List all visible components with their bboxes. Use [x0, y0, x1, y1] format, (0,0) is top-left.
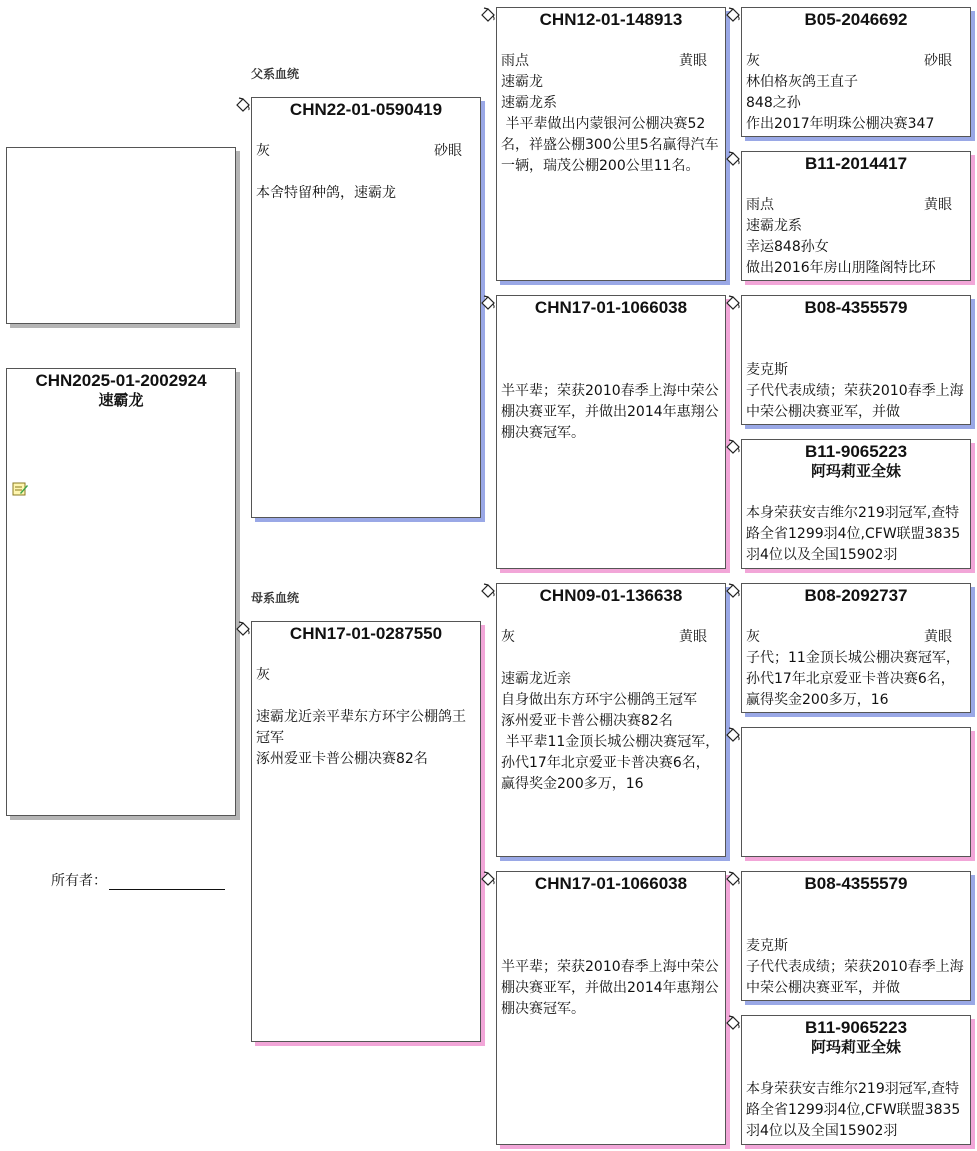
remark-line: 半平辈；荣获2010春季上海中荣公棚决赛亚军，并做出2014年惠翔公棚决赛冠军。 [501, 383, 719, 441]
eye-type: 黄眼 [679, 53, 707, 69]
paint-bucket-icon[interactable] [725, 1015, 741, 1031]
remark-line: 848之孙 [746, 95, 801, 111]
paint-bucket-icon[interactable] [235, 97, 251, 113]
ring-number: CHN17-01-1066038 [534, 298, 688, 317]
paint-bucket-icon[interactable] [480, 295, 496, 311]
pigeon-photo-frame[interactable] [6, 147, 236, 324]
plumage-color: 灰 [501, 629, 515, 645]
plumage-color: 灰 [746, 53, 760, 69]
paint-bucket-icon[interactable] [725, 871, 741, 887]
remark-line: 涿州爱亚卡普公棚决赛82名 [501, 713, 673, 729]
dam-remark: 涿州爱亚卡普公棚决赛82名 [256, 751, 428, 767]
dam-remark: 速霸龙近亲平辈东方环宇公棚鸽王冠军 [256, 709, 466, 746]
ancestor-card-8[interactable] [741, 1015, 971, 1145]
sire-eye: 砂眼 [434, 143, 462, 159]
plumage-color: 雨点 [501, 53, 529, 69]
dam-card[interactable] [251, 621, 481, 1042]
owner-label: 所有者： [51, 873, 107, 889]
remark-line: 半平辈做出内蒙银河公棚决赛52名，祥盛公棚300公里5名赢得汽车一辆，瑞茂公棚200公里11名。 [501, 116, 719, 174]
ancestor-card-3[interactable] [741, 295, 971, 425]
subject-name: 速霸龙 [98, 392, 144, 409]
ancestor-name: 阿玛莉亚全妹 [810, 463, 901, 480]
subject-card[interactable] [6, 368, 236, 816]
ring-number: CHN09-01-136638 [539, 586, 683, 605]
eye-type: 黄眼 [924, 197, 952, 213]
sire-card[interactable] [251, 97, 481, 518]
sire-color: 灰 [256, 143, 270, 159]
remark-line: 自身做出东方环宇公棚鸽王冠军 [501, 692, 697, 708]
ring-number: B11-9065223 [804, 1018, 908, 1037]
remark-line: 子代代表成绩；荣获2010春季上海中荣公棚决赛亚军，并做 [746, 383, 964, 420]
paint-bucket-icon[interactable] [480, 583, 496, 599]
remark-line: 速霸龙近亲 [501, 671, 571, 687]
ancestor-card-7[interactable] [741, 871, 971, 1001]
ring-number: B08-2092737 [804, 586, 908, 605]
ancestor-card-6-empty[interactable] [741, 727, 971, 857]
ancestor-card-2[interactable] [741, 151, 971, 281]
remark-line: 麦克斯 [746, 938, 788, 954]
ring-number: B08-4355579 [804, 298, 908, 317]
remark-line: 速霸龙 [501, 74, 543, 90]
remark-line: 半平辈；荣获2010春季上海中荣公棚决赛亚军，并做出2014年惠翔公棚决赛冠军。 [501, 959, 719, 1017]
dam-color: 灰 [256, 667, 270, 683]
plumage-color: 灰 [746, 629, 760, 645]
remark-line: 幸运848孙女 [746, 239, 829, 255]
paint-bucket-icon[interactable] [725, 727, 741, 743]
plumage-color: 雨点 [746, 197, 774, 213]
remark-line: 子代；11金顶长城公棚决赛冠军，孙代17年北京爱亚卡普决赛6名，赢得奖金200多万，16 [746, 650, 960, 708]
subject-ring-number: CHN2025-01-2002924 [35, 371, 207, 390]
paint-bucket-icon[interactable] [725, 583, 741, 599]
remark-line: 做出2016年房山朋隆阁特比环 [746, 260, 936, 276]
ancestor-name: 阿玛莉亚全妹 [810, 1039, 901, 1056]
remark-line: 速霸龙系 [746, 218, 802, 234]
ancestor-card-5[interactable] [741, 583, 971, 713]
dam-ring-number: CHN17-01-0287550 [289, 624, 443, 643]
remark-line: 作出2017年明珠公棚决赛347 [746, 116, 935, 132]
remark-line: 林伯格灰鸽王直子 [746, 74, 858, 90]
remark-line: 麦克斯 [746, 362, 788, 378]
paint-bucket-icon[interactable] [480, 7, 496, 23]
ring-number: B05-2046692 [804, 10, 908, 29]
maternal-granddam-card[interactable] [496, 871, 726, 1145]
paint-bucket-icon[interactable] [725, 295, 741, 311]
ring-number: B11-2014417 [804, 154, 908, 173]
owner-field[interactable] [51, 870, 225, 890]
owner-signature-line[interactable] [109, 875, 225, 890]
sire-line-label: 父系血统 [251, 67, 300, 81]
paint-bucket-icon[interactable] [235, 621, 251, 637]
sire-ring-number: CHN22-01-0590419 [289, 100, 443, 119]
ancestor-card-1[interactable] [741, 7, 971, 137]
ancestor-card-4[interactable] [741, 439, 971, 569]
eye-type: 黄眼 [679, 629, 707, 645]
paint-bucket-icon[interactable] [725, 439, 741, 455]
ring-number: CHN17-01-1066038 [534, 874, 688, 893]
ring-number: B11-9065223 [804, 442, 908, 461]
ring-number: B08-4355579 [804, 874, 908, 893]
ring-number: CHN12-01-148913 [539, 10, 683, 29]
paint-bucket-icon[interactable] [725, 7, 741, 23]
remark-line: 子代代表成绩；荣获2010春季上海中荣公棚决赛亚军，并做 [746, 959, 964, 996]
eye-type: 黄眼 [924, 629, 952, 645]
remark-line: 速霸龙系 [501, 95, 557, 111]
paternal-granddam-card[interactable] [496, 295, 726, 569]
remark-line: 半平辈11金顶长城公棚决赛冠军，孙代17年北京爱亚卡普决赛6名，赢得奖金200多万，16 [501, 734, 720, 792]
remark-line: 本身荣获安吉维尔219羽冠军,查特路全省1299羽4位,CFW联盟3835羽4位以及全国15902羽 [746, 1081, 961, 1139]
dam-line-label: 母系血统 [251, 591, 300, 605]
paternal-grandsire-card[interactable] [496, 7, 726, 281]
sire-remark: 本舍特留种鸽，速霸龙 [256, 185, 396, 201]
eye-type: 砂眼 [924, 53, 952, 69]
remark-line: 本身荣获安吉维尔219羽冠军,查特路全省1299羽4位,CFW联盟3835羽4位以及全国15902羽 [746, 505, 961, 563]
maternal-grandsire-card[interactable] [496, 583, 726, 857]
paint-bucket-icon[interactable] [480, 871, 496, 887]
paint-bucket-icon[interactable] [725, 151, 741, 167]
edit-note-icon[interactable] [12, 481, 28, 497]
